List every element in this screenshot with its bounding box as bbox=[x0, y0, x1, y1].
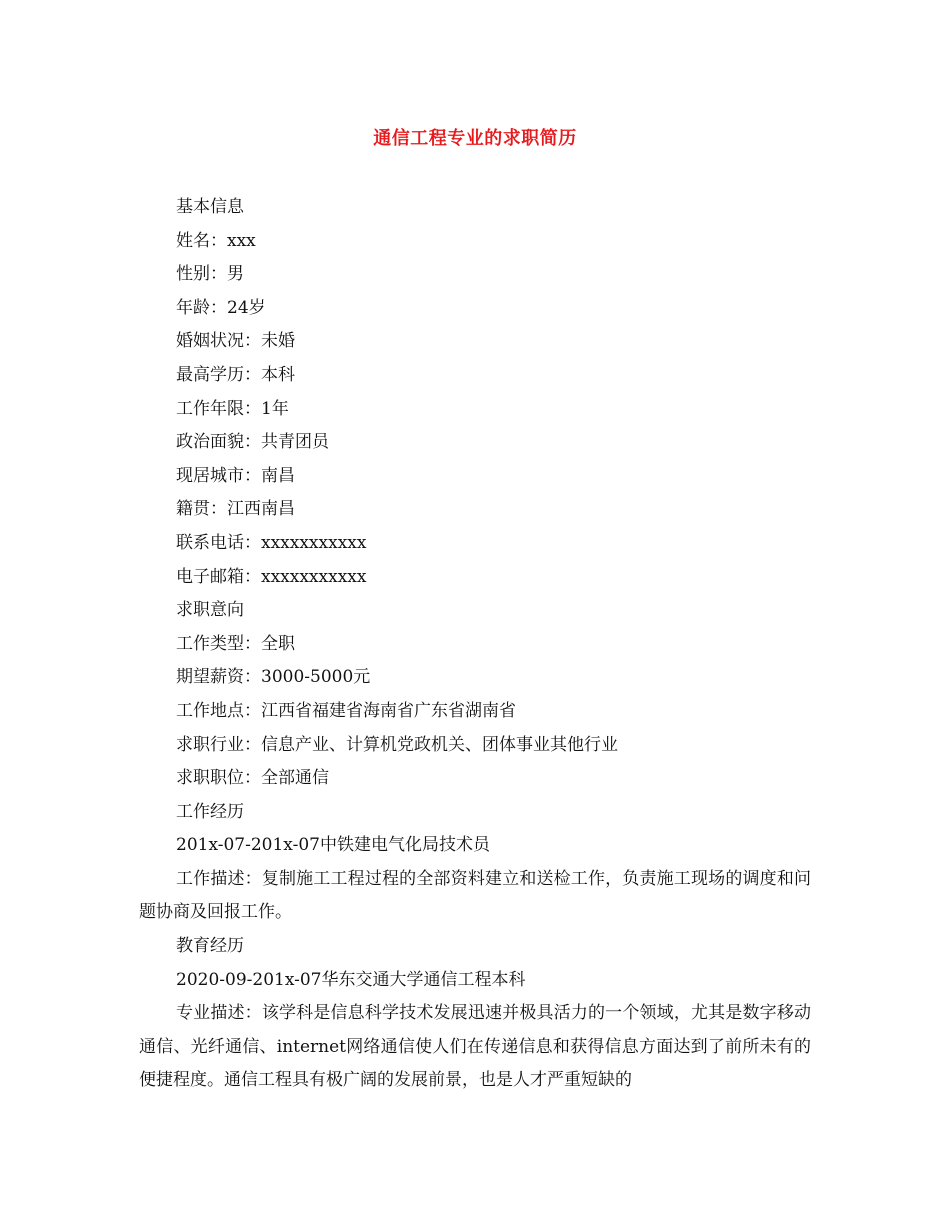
education-entry: 2020-09-201x-07华东交通大学通信工程本科 bbox=[176, 969, 526, 990]
document-title: 通信工程专业的求职简历 bbox=[373, 128, 577, 149]
section-heading-work-experience: 工作经历 bbox=[176, 801, 244, 822]
field-position: 求职职位：全部通信 bbox=[176, 768, 329, 789]
field-marital-status: 婚姻状况：未婚 bbox=[176, 331, 295, 352]
field-job-type: 工作类型：全职 bbox=[176, 633, 295, 654]
section-heading-basic-info: 基本信息 bbox=[176, 197, 244, 217]
field-age: 年龄：24岁 bbox=[176, 297, 266, 318]
field-gender: 性别：男 bbox=[176, 264, 244, 285]
field-phone: 联系电话：xxxxxxxxxxx bbox=[176, 532, 367, 553]
document-body bbox=[139, 191, 811, 1098]
field-political-status: 政治面貌：共青团员 bbox=[176, 432, 329, 453]
work-description: 工作描述：复制施工工程过程的全部资料建立和送检工作，负责施工现场的调度和问题协商及回报工作。 bbox=[139, 868, 811, 923]
section-heading-job-intent: 求职意向 bbox=[176, 600, 244, 621]
field-industry: 求职行业：信息产业、计算机党政机关、团体事业其他行业 bbox=[176, 734, 618, 755]
field-education-level: 最高学历：本科 bbox=[176, 364, 295, 385]
field-hometown: 籍贯：江西南昌 bbox=[176, 499, 295, 520]
field-name: 姓名：xxx bbox=[176, 230, 256, 251]
field-work-years: 工作年限：1年 bbox=[176, 398, 289, 419]
section-heading-education: 教育经历 bbox=[176, 936, 244, 957]
field-work-location: 工作地点：江西省福建省海南省广东省湖南省 bbox=[176, 700, 516, 721]
field-email: 电子邮箱：xxxxxxxxxxx bbox=[176, 566, 367, 587]
field-current-city: 现居城市：南昌 bbox=[176, 465, 295, 486]
field-expected-salary: 期望薪资：3000-5000元 bbox=[176, 667, 371, 688]
work-experience-entry: 201x-07-201x-07中铁建电气化局技术员 bbox=[176, 835, 490, 856]
major-description: 专业描述：该学科是信息科学技术发展迅速并极具活力的一个领域，尤其是数字移动通信、光纤通信、internet网络通信使人们在传递信息和获得信息方面达到了前所未有的便捷程度。通信工程具有极广阔的发展前景，也是人才严重短缺的 bbox=[139, 1003, 811, 1091]
